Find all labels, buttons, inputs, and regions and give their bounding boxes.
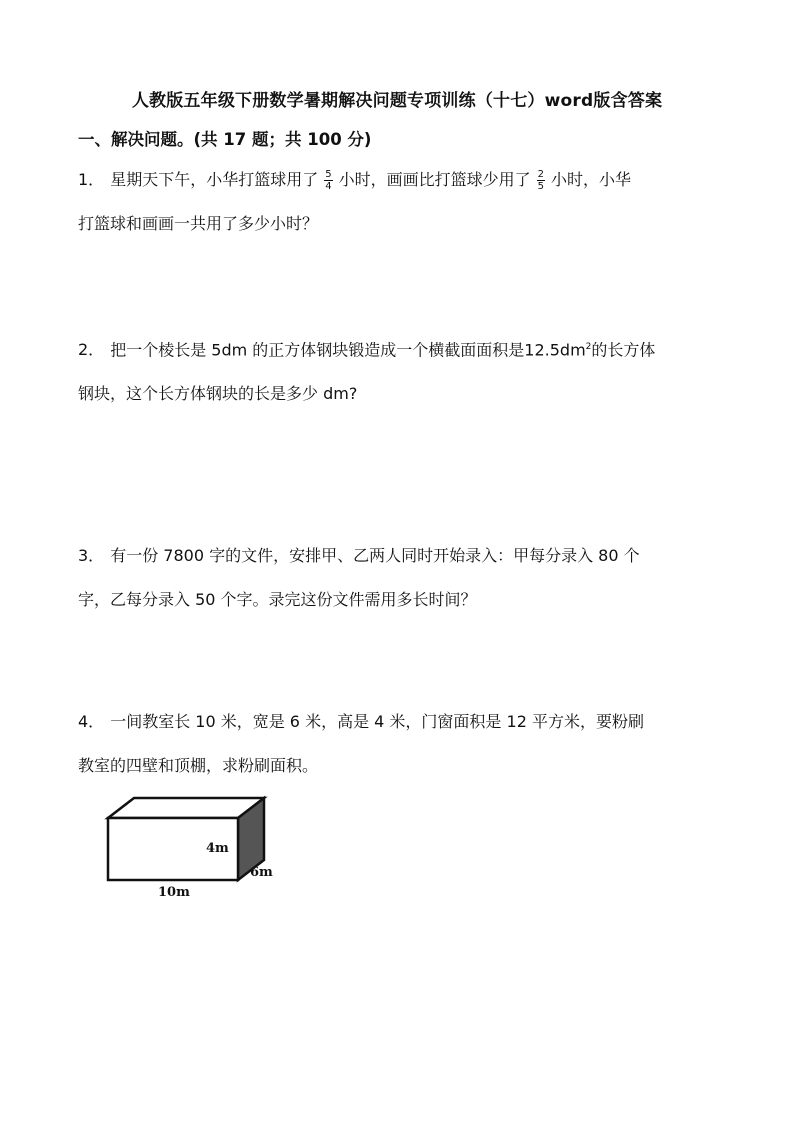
question-text: 有一份 7800 字的文件，安排甲、乙两人同时开始录入：甲每分录入 80 个 xyxy=(110,546,640,565)
question-2 xyxy=(78,325,728,416)
question-number: 2． xyxy=(78,340,105,360)
fraction-numerator: 2 xyxy=(537,169,544,180)
width-label: 6m xyxy=(250,865,273,880)
question-number: 4． xyxy=(78,712,105,731)
fraction xyxy=(537,169,545,192)
section-heading: 一、解决问题。(共 17 题；共 100 分) xyxy=(78,130,372,149)
question-text: 小时，画画比打篮球少用了 xyxy=(338,170,531,189)
superscript: 2 xyxy=(585,342,592,352)
question-text: 星期天下午，小华打篮球用了 xyxy=(110,170,319,189)
document-title: 人教版五年级下册数学暑期解决问题专项训练（十七）word版含答案 xyxy=(131,91,663,111)
height-label: 4m xyxy=(206,841,229,856)
question-2-line-2: 钢块，这个长方体钢块的长是多少 dm? xyxy=(78,384,358,404)
question-3-line-2: 字，乙每分录入 50 个字。录完这份文件需用多长时间？ xyxy=(78,590,477,609)
question-1-line-1 xyxy=(78,158,728,202)
question-1 xyxy=(78,158,728,246)
fraction-numerator: 5 xyxy=(325,169,332,180)
length-label: 10m xyxy=(158,885,190,900)
question-2-line-1 xyxy=(78,325,728,372)
question-4 xyxy=(78,700,728,788)
cuboid-figure xyxy=(100,790,290,900)
question-text: 的长方体 xyxy=(591,340,656,360)
question-text: 小时，小华 xyxy=(550,170,631,189)
question-1-line-2: 打篮球和画画一共用了多少小时？ xyxy=(78,214,319,233)
question-text: 一间教室长 10 米，宽是 6 米，高是 4 米，门窗面积是 12 平方米，要粉刷 xyxy=(110,712,644,731)
fraction xyxy=(324,169,332,192)
question-text: 把一个棱长是 5dm 的正方体钢块锻造成一个横截面面积是12.5dm xyxy=(110,340,586,360)
question-3-line-1 xyxy=(78,534,728,578)
question-4-line-1 xyxy=(78,700,728,744)
fraction-denominator: 4 xyxy=(325,181,332,192)
question-3 xyxy=(78,534,728,622)
question-number: 1． xyxy=(78,170,105,189)
fraction-denominator: 5 xyxy=(537,181,544,192)
question-number: 3． xyxy=(78,546,105,565)
question-4-line-2: 教室的四壁和顶棚，求粉刷面积。 xyxy=(78,756,319,775)
